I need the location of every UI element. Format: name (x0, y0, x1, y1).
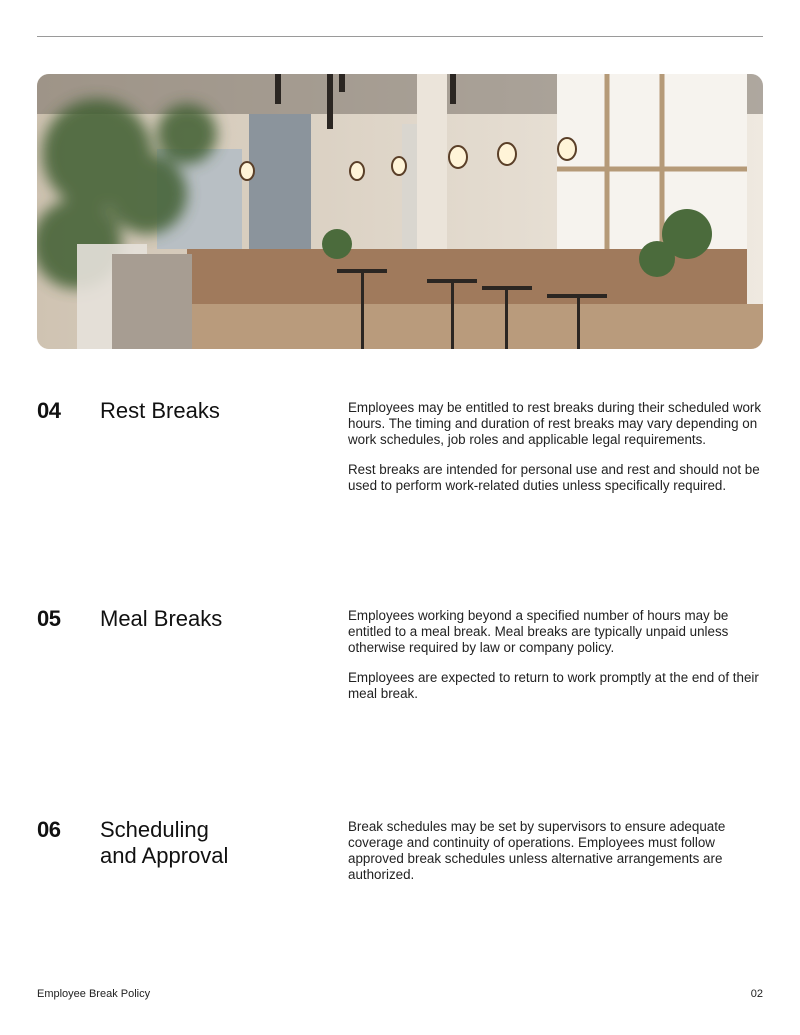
section-body (348, 819, 768, 897)
section-number: 05 (37, 606, 61, 631)
section-body (348, 400, 768, 508)
footer-page-number: 02 (750, 988, 763, 1000)
paragraph: Break schedules may be set by supervisors to ensure adequate coverage and continuity of operations. Employees must follow approved break schedules unless alternative arrangements are authorized. (348, 819, 726, 882)
cafeteria-photo (37, 74, 763, 349)
section-number: 04 (37, 398, 61, 423)
header-divider (37, 36, 763, 37)
paragraph: Employees are expected to return to work promptly at the end of their meal break. (348, 670, 759, 701)
section-number: 06 (37, 817, 61, 842)
section-title: Meal Breaks (100, 606, 223, 631)
paragraph: Employees working beyond a specified number of hours may be entitled to a meal break. Meal breaks are typically unpaid unless otherwise required by law or company policy. (348, 608, 729, 655)
cafeteria-illustration (37, 74, 763, 349)
footer-document-title: Employee Break Policy (37, 988, 151, 1000)
section-title: Rest Breaks (100, 398, 220, 423)
section-body (348, 608, 768, 716)
paragraph: Rest breaks are intended for personal use and rest and should not be used to perform work-related duties unless specifically required. (348, 462, 760, 493)
section-title: Scheduling and Approval (100, 817, 229, 868)
paragraph: Employees may be entitled to rest breaks during their scheduled work hours. The timing and duration of rest breaks may vary depending on work schedules, job roles and applicable legal requirements. (348, 400, 762, 447)
